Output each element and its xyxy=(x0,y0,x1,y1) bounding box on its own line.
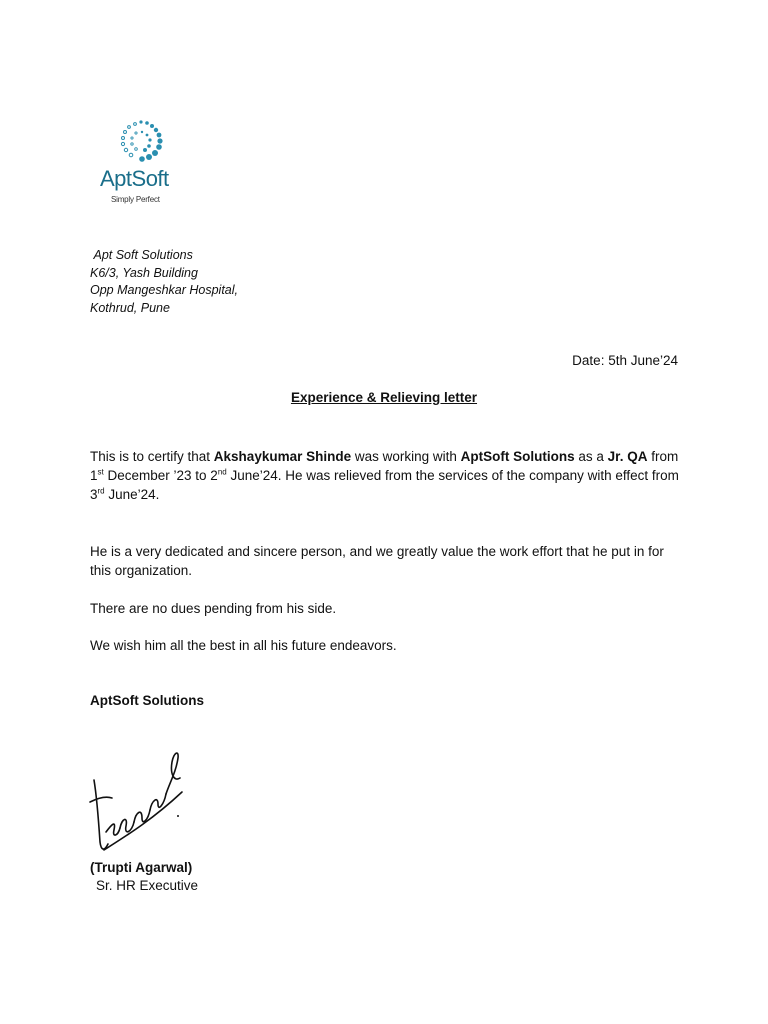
logo-name: AptSoft xyxy=(100,166,169,191)
logo-tagline: Simply Perfect xyxy=(111,195,160,204)
letter-date: Date: 5th June’24 xyxy=(572,353,678,368)
address-line-3: Opp Mangeshkar Hospital, xyxy=(90,283,238,297)
employee-role: Jr. QA xyxy=(607,449,648,464)
letter-subject xyxy=(0,390,768,405)
address-line-2: K6/3, Yash Building xyxy=(90,265,198,280)
company-logo xyxy=(98,116,184,208)
signer-name: (Trupti Agarwal) xyxy=(90,860,193,875)
signoff-company: AptSoft Solutions xyxy=(90,693,204,708)
address-line-1: Apt Soft Solutions xyxy=(93,248,193,262)
paragraph-dues: There are no dues pending from his side. xyxy=(90,601,337,616)
handwritten-signature xyxy=(86,732,186,862)
logo-dots-icon xyxy=(98,116,184,166)
subject-text: Experience & Relieving letter xyxy=(290,390,478,405)
address-line-4: Kothrud, Pune xyxy=(90,300,170,315)
company-address xyxy=(90,247,238,317)
signer-title: Sr. HR Executive xyxy=(96,878,199,893)
company-name: AptSoft Solutions xyxy=(460,449,575,464)
paragraph-wishes: We wish him all the best in all his future endeavors. xyxy=(90,638,397,653)
paragraph-certification: This is to certify that Akshaykumar Shinde was working with AptSoft Solutions as a Jr. QA from 1st December ’23 to 2nd June’24. He was relieved from the services of the company with effect from 3rd June’24. xyxy=(90,449,679,502)
paragraph-appreciation: He is a very dedicated and sincere person, and we greatly value the work effort that he put in for this organization. xyxy=(90,544,664,578)
employee-name: Akshaykumar Shinde xyxy=(213,449,352,464)
